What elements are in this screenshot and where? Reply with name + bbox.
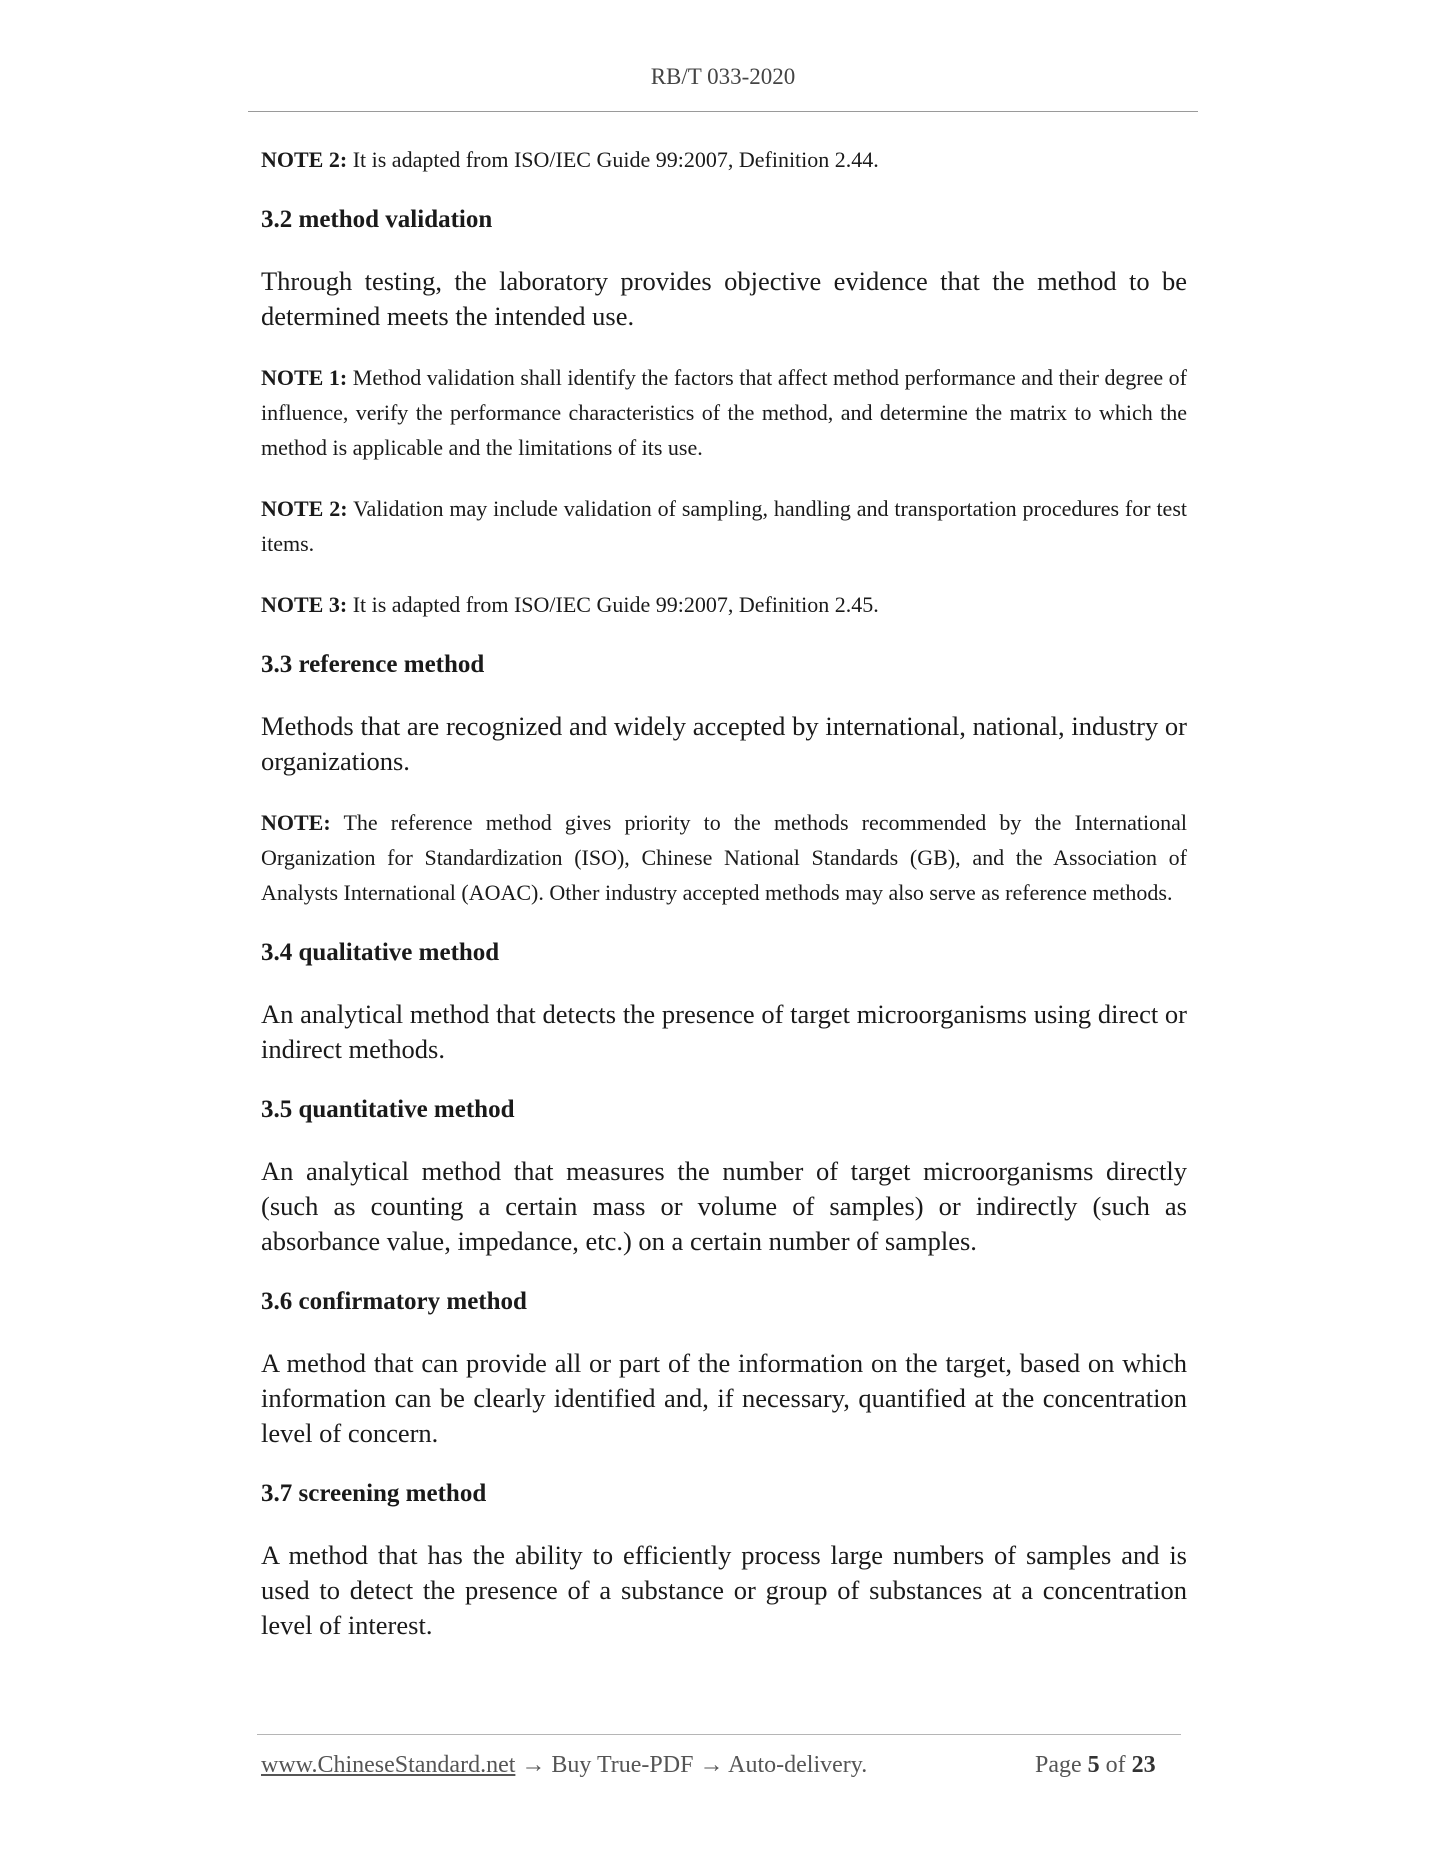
section-heading: 3.2 method validation (261, 206, 493, 233)
definition-text: Methods that are recognized and widely accepted by international, national, industry or organizations. (261, 711, 1187, 776)
page-content (261, 142, 1187, 1669)
definition-text: An analytical method that detects the presence of target microorganisms using direct or indirect methods. (261, 999, 1187, 1064)
definition-text: An analytical method that measures the number of target microorganisms directly (such as counting a certain mass or volume of samples) or indirectly (such as absorbance value, impedance, etc.) on a certain number of samples. (261, 1156, 1187, 1256)
page-total: 23 (1131, 1752, 1156, 1778)
note-label: NOTE 2: (261, 147, 348, 172)
arrow-right-icon: → (521, 1752, 546, 1778)
section-heading: 3.5 quantitative method (261, 1096, 515, 1123)
note-text: Validation may include validation of sampling, handling and transportation procedures for test items. (261, 496, 1187, 556)
note-label: NOTE 1: (261, 365, 348, 390)
of-word: of (1105, 1752, 1126, 1778)
note-label: NOTE 3: (261, 592, 348, 617)
section-heading: 3.7 screening method (261, 1480, 487, 1507)
page-number: 5 (1087, 1752, 1100, 1778)
section-heading: 3.6 confirmatory method (261, 1288, 527, 1315)
section-heading: 3.3 reference method (261, 651, 485, 678)
definition-text: A method that has the ability to efficiently process large numbers of samples and is used to detect the presence of a substance or group of substances at a concentration level of interest. (261, 1540, 1187, 1640)
document-code: RB/T 033-2020 (650, 64, 796, 89)
note-text: The reference method gives priority to the methods recommended by the International Organization for Standardization (ISO), Chinese National Standards (GB), and the Association of Analysts International (AOAC). Other industry accepted methods may also serve as reference methods. (261, 810, 1188, 905)
page-word: Page (1035, 1752, 1082, 1778)
header-divider (248, 111, 1198, 112)
section-heading: 3.4 qualitative method (261, 939, 500, 966)
note-text: It is adapted from ISO/IEC Guide 99:2007, Definition 2.45. (352, 592, 879, 617)
footer-promo (261, 1752, 867, 1779)
footer-divider (257, 1734, 1181, 1735)
website-link[interactable]: www.ChineseStandard.net (261, 1752, 516, 1778)
note-label: NOTE: (261, 810, 331, 835)
note-text: Method validation shall identify the factors that affect method performance and their degree of influence, verify the performance characteristics of the method, and determine the matrix to which the method is applicable and the limitations of its use. (261, 365, 1187, 460)
delivery-text: Auto-delivery. (728, 1752, 868, 1778)
note (261, 491, 1187, 561)
note-label: NOTE 2: (261, 496, 348, 521)
buy-text: Buy True-PDF (551, 1752, 694, 1778)
arrow-right-icon: → (699, 1752, 724, 1778)
definition-text: Through testing, the laboratory provides objective evidence that the method to be determined meets the intended use. (261, 266, 1187, 331)
definition-text: A method that can provide all or part of the information on the target, based on which information can be clearly identified and, if necessary, quantified at the concentration level of concern. (261, 1348, 1187, 1448)
note-text: It is adapted from ISO/IEC Guide 99:2007, Definition 2.44. (352, 147, 879, 172)
note (261, 805, 1187, 910)
note (261, 587, 1187, 622)
page-indicator (1035, 1752, 1156, 1779)
note (261, 142, 1187, 177)
note (261, 360, 1187, 465)
